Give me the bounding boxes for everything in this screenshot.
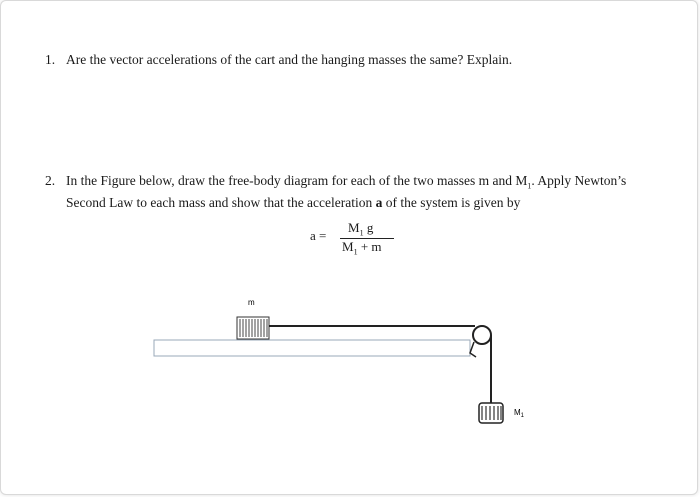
pulley-clamp — [470, 342, 476, 357]
hanging-mass-label: $M_1$ — [514, 408, 525, 419]
question-text-line-1: In the Figure below, draw the free-body diagram for each of the two masses m and $M_1$. Apply Newton’s — [66, 173, 627, 191]
formula-denominator: $M_1 + m$ — [342, 239, 382, 257]
formula-numerator: $M_1$ g — [348, 220, 374, 238]
hanging-mass — [479, 403, 503, 423]
question-number: 1. — [45, 52, 56, 67]
question-number: 2. — [45, 173, 56, 188]
cart-mass-block — [237, 317, 269, 339]
table-surface — [154, 340, 470, 356]
question-text-line-2: Second Law to each mass and show that the acceleration a of the system is given by — [66, 195, 521, 210]
cart-pulley-figure — [1, 1, 699, 496]
pulley — [473, 326, 491, 344]
cart-mass-label: m — [248, 298, 255, 307]
formula-lhs: a = — [310, 228, 327, 243]
question-text: Are the vector accelerations of the cart and the hanging masses the same? Explain. — [66, 52, 513, 67]
